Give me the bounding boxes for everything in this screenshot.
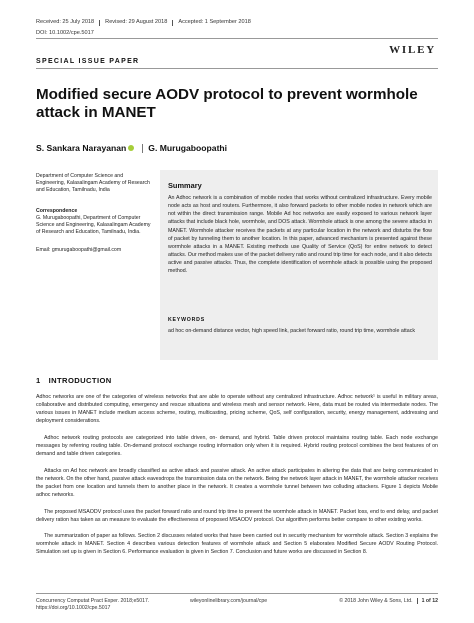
body-paragraph: The summarization of paper as follows. Section 2 discusses related works that have been carried out in security mechanism for wormhole attack. Section 3 explains the wormhole attack in MANET. Section 4 describes various detection features of wormhole attack and Section 5 elaborates Modified Secure AODV Routing Protocol. Simulation set up is given in Section 6. Performance evaluation is given in Section 7. Conclusion and future works are discussed in Section 8. [36,533,438,556]
orcid-icon[interactable] [128,145,134,151]
section-divider [36,68,438,69]
publisher-logo: WILEY [389,44,436,56]
page-number: 1 of 12 [417,598,438,604]
author-separator [142,144,143,153]
summary-heading: Summary [168,181,202,190]
revised-date: Revised: 29 August 2018 [105,20,173,26]
correspondence-text: G. Murugaboopathi, Department of Computer Science and Engineering, Kalasalingam Academy of Research and Education, Tamilnadu, India. [36,215,151,235]
journal-citation: Concurrency Computat Pract Exper. 2018;e5017. [36,598,150,604]
footer-citation [36,598,149,612]
footer-right [339,598,438,604]
keywords-text: ad hoc on-demand distance vector, high speed link, packet forward ratio, round trip time, wormhole attack [168,328,416,334]
introduction-heading [36,376,112,385]
article-title: Modified secure AODV protocol to prevent wormhole attack in MANET [36,86,418,121]
section-number: 1 [36,376,41,385]
body-paragraph: The proposed MSAODV protocol uses the packet forward ratio and round trip time to prevent the wormhole attack in MANET. Packet loss, end to end delay, and packet delivery ration has taken as an measure to evaluate the effectiveness of proposed MSAODV protocol. Our algorithm performs better compare to other existing works. [36,509,438,524]
correspondence-email[interactable]: Email: gmurugaboopathi@gmail.com [36,247,122,253]
correspondence-heading: Correspondence [36,208,78,214]
accepted-date: Accepted: 1 September 2018 [178,19,251,25]
doi-label[interactable]: DOI: 10.1002/cpe.5017 [36,30,94,36]
section-title: INTRODUCTION [48,376,112,385]
keywords-heading: KEYWORDS [168,317,205,323]
author-list [36,143,227,153]
footer-divider [36,593,438,594]
affiliation-text: Department of Computer Science and Engineering, Kalasalingam Academy of Research and Education, Tamilnadu, India [36,173,150,193]
author-name[interactable]: S. Sankara Narayanan [36,143,127,153]
copyright-text: © 2018 John Wiley & Sons, Ltd. [339,598,413,604]
body-paragraph: Adhoc networks are one of the categories of wireless networks that are able to operate without any centralized infrastructure. Adhoc network¹ is useful in military areas, collaborative and distributed computing, emergency and rescue situations and wireless mesh and sensor network. Here, data must be routed via intermediate nodes. The various issues in MANET include medium access scheme, routing, multicasting, pricing scheme, QoS, self configuration, security, energy management, addressing and deployment considerations. [36,394,438,425]
received-date: Received: 25 July 2018 [36,20,100,26]
article-dates [36,20,261,26]
header-divider [36,38,438,39]
section-label: SPECIAL ISSUE PAPER [36,58,140,65]
summary-text: An Adhoc network is a combination of mobile nodes that works without centralized infrastructure. Every mobile node acts as host and routers. Furthermore, it also forward packets to other mobile nodes in network which are not within the direct transmission range. Mobile Ad hoc networks are easily exposed to various network layer attacks that include black hole, wormhole, and DOS attack. Wormhole attack is one among the severe attacks in MANET. Wormhole attacker receives the packets at any particular location in the network and disturbs the flow of packet by tunneling them to another location. In this paper, advanced mechanism is presented against these wormhole attacks in a MANET. Existing methods use Quality of Service (QoS) for entire network to detect attacks. Our method makes use of the packet delivery ratio and round trip time for each node, and it also detects active and passive attacks. Thus, the complete identification of wormhole attack is possible using the proposed method. [168,195,432,275]
body-paragraph: Attacks on Ad hoc network are broadly classified as active attack and passive attack. An active attack participates in altering the data that are being communicated in the network. On the other hand, passive attack eavesdrops the transmission data on the network. Being the network layer attack in MANET, the wormhole attacker receives the packet from one location and tunnels them to another place in the network. It creates a wormhole tunnel between two colluding attackers. Figure 1 depicts Mobile adhoc networks. [36,468,438,499]
body-paragraph: Adhoc network routing protocols are categorized into table driven, on- demand, and hybrid. Table driven protocol maintains routing table. Each node exchange messages by referring routing table. On-demand protocol exchange routing information only when it is required. Hybrid routing protocol combines the best features of on demand and table driven categories. [36,435,438,458]
doi-link[interactable]: https://doi.org/10.1002/cpe.5017 [36,605,111,611]
journal-website-link[interactable]: wileyonlinelibrary.com/journal/cpe [190,598,268,604]
author-name[interactable]: G. Murugaboopathi [148,143,228,153]
